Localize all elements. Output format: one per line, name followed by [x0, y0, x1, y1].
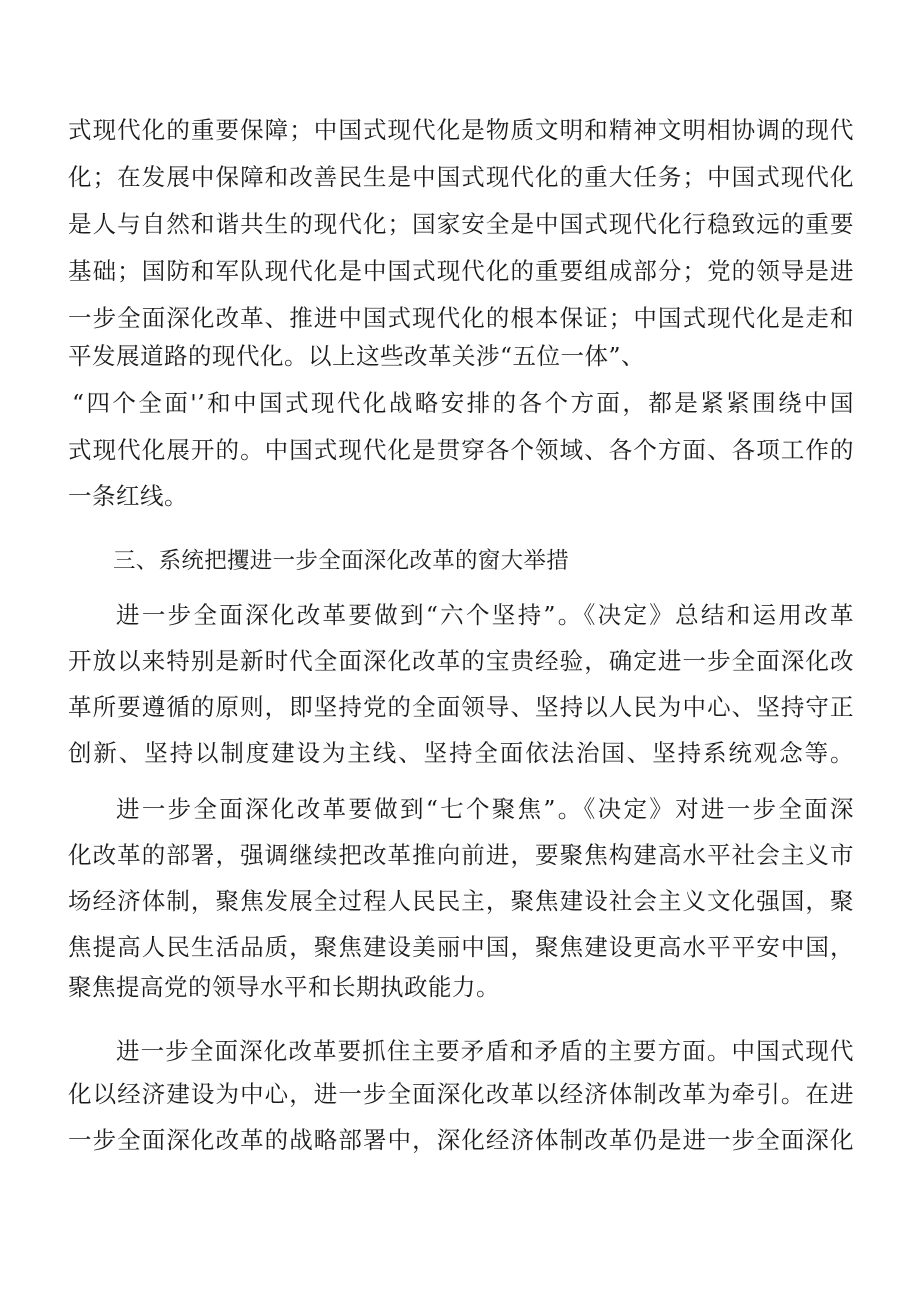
paragraph-line: 式现代化的重要保障；中国式现代化是物质文明和精神文明相协调的现代: [68, 116, 854, 144]
paragraph-line: 聚焦提高党的领导水平和长期执政能力。: [68, 973, 500, 1001]
paragraph-line: 焦提高人民生活品质，聚焦建设美丽中国，聚焦建设更高水平平安中国，: [68, 933, 854, 961]
paragraph-line: 一步全面深化改革、推进中国式现代化的根本保证；中国式现代化是走和: [68, 304, 854, 332]
paragraph-line: 进一步全面深化改革要做到“七个聚焦”。《决定》对进一步全面深: [116, 795, 854, 823]
paragraph-line: 化以经济建设为中心，进一步全面深化改革以经济体制改革为牵引。在进: [68, 1080, 854, 1108]
paragraph-line: 基础；国防和军队现代化是中国式现代化的重要组成部分；党的领导是进: [68, 257, 854, 285]
paragraph-line: “四个全面'’和中国式现代化战略安排的各个方面，都是紧紧围绕中国: [72, 389, 854, 417]
paragraph-line: 一步全面深化改革的战略部署中，深化经济体制改革仍是进一步全面深化: [68, 1126, 854, 1154]
paragraph-line: 一条红线。: [68, 482, 188, 510]
paragraph-line: 革所要遵循的原则，即坚持党的全面领导、坚持以人民为中心、坚持守正: [68, 693, 854, 721]
paragraph-line: 化改革的部署，强调继续把改革推向前进，要聚焦构建高水平社会主义市: [68, 841, 854, 869]
paragraph-line: 平发展道路的现代化。以上这些改革关涉“五位一体”、: [68, 342, 646, 370]
paragraph-line: 场经济体制，聚焦发展全过程人民民主，聚焦建设社会主义文化强国，聚: [68, 887, 854, 915]
paragraph-line: 进一步全面深化改革要做到“六个坚持”。《决定》总结和运用改革: [116, 601, 854, 629]
paragraph-line: 是人与自然和谐共生的现代化；国家安全是中国式现代化行稳致远的重要: [68, 210, 854, 238]
paragraph-line: 创新、坚持以制度建设为主线、坚持全面依法治国、坚持系统观念等。: [68, 739, 854, 767]
paragraph-line: 开放以来特别是新时代全面深化改革的宝贵经验，确定进一步全面深化改: [68, 647, 854, 675]
section-heading: 三、系统把攫进一步全面深化改革的窗大举措: [113, 548, 570, 574]
paragraph-line: 化；在发展中保障和改善民生是中国式现代化的重大任务；中国式现代化: [68, 163, 854, 191]
paragraph-line: 式现代化展开的。中国式现代化是贯穿各个领域、各个方面、各项工作的: [68, 436, 854, 464]
paragraph-line: 进一步全面深化改革要抓住主要矛盾和矛盾的主要方面。中国式现代: [116, 1037, 854, 1065]
